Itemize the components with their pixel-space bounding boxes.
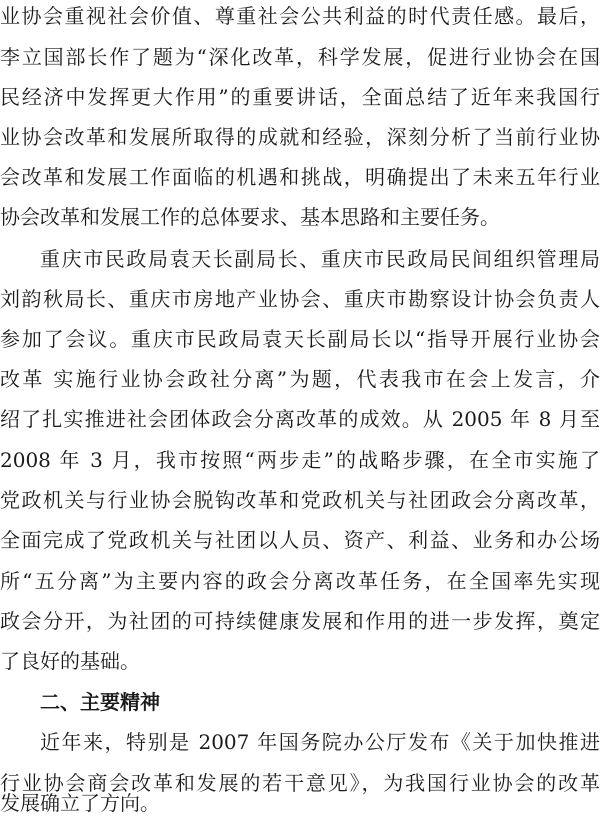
text-line: 李立国部长作了题为“深化改革，科学发展，促进行业协会在国 bbox=[0, 45, 600, 69]
text-line: 2008 年 3 月，我市按照“两步走”的战略步骤，在全市实施了 bbox=[0, 448, 600, 472]
text-line: 业协会改革和发展所取得的成就和经验，深刻分析了当前行业协 bbox=[0, 125, 600, 149]
section-heading: 二、主要精神 bbox=[40, 690, 160, 714]
text-line: 刘韵秋局长、重庆市房地产业协会、重庆市勘察设计协会负责人 bbox=[0, 287, 600, 311]
text-line: 参加了会议。重庆市民政局袁天长副局长以“指导开展行业协会 bbox=[0, 327, 600, 351]
text-line: 了良好的基础。 bbox=[0, 649, 140, 673]
text-line: 全面完成了党政机关与社团以人员、资产、利益、业务和办公场 bbox=[0, 528, 600, 552]
text-line: 重庆市民政局袁天长副局长、重庆市民政局民间组织管理局 bbox=[40, 247, 600, 271]
text-line: 改革 实施行业协会政社分离”为题，代表我市在会上发言，介 bbox=[0, 367, 600, 391]
text-line: 绍了扎实推进社会团体政会分离改革的成效。从 2005 年 8 月至 bbox=[0, 407, 600, 431]
text-line: 政会分开，为社团的可持续健康发展和作用的进一步发挥，奠定 bbox=[0, 609, 600, 633]
text-line: 业协会重视社会价值、尊重社会公共利益的时代责任感。最后， bbox=[0, 4, 600, 28]
text-line: 协会改革和发展工作的总体要求、基本思路和主要任务。 bbox=[0, 205, 500, 229]
text-line: 会改革和发展工作面临的机遇和挑战，明确提出了未来五年行业 bbox=[0, 165, 600, 189]
text-line: 党政机关与行业协会脱钩改革和党政机关与社团政会分离改革， bbox=[0, 488, 600, 512]
text-line: 民经济中发挥更大作用”的重要讲话，全面总结了近年来我国行 bbox=[0, 85, 600, 109]
text-line: 发展确立了方向。 bbox=[0, 791, 160, 815]
text-line: 近年来，特别是 2007 年国务院办公厅发布《关于加快推进 bbox=[40, 730, 600, 754]
text-line: 所“五分离”为主要内容的政会分离改革任务，在全国率先实现 bbox=[0, 569, 600, 593]
text-line: 行业协会商会改革和发展的若干意见》，为我国行业协会的改革 bbox=[0, 771, 600, 795]
